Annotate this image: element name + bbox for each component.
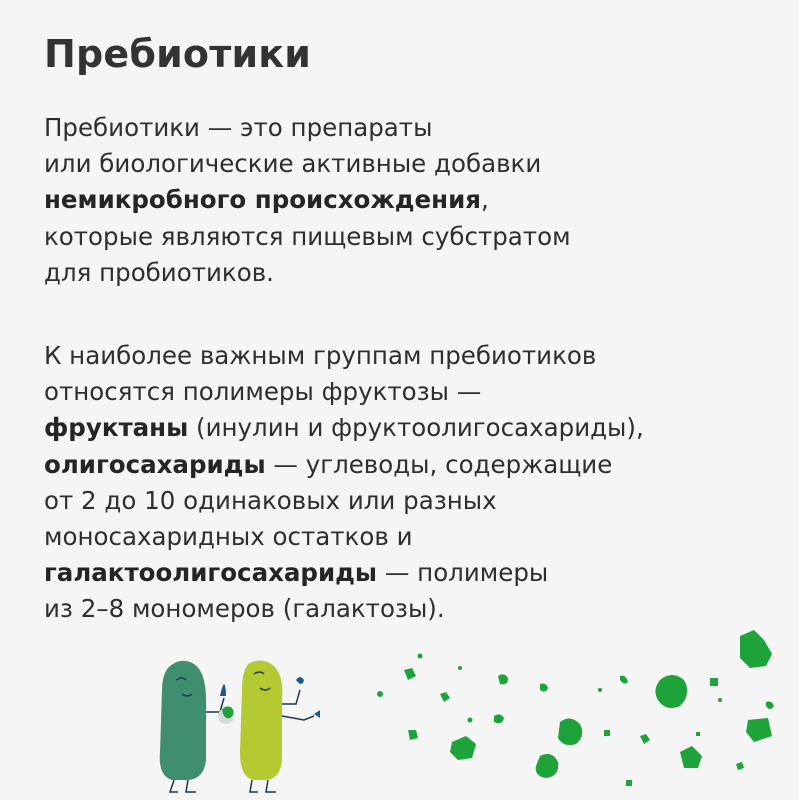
text-line: или биологические активные добавки: [44, 149, 542, 179]
groups-paragraph: [44, 338, 644, 628]
text-line: галактоолигосахариды — полимеры: [44, 558, 549, 588]
bacteria-illustration: [0, 620, 799, 800]
text-line: для пробиотиков.: [44, 257, 274, 287]
definition-paragraph: [44, 110, 571, 291]
light-bacterium-character: [240, 660, 320, 792]
text-line: которые являются пищевым субстратом: [44, 221, 571, 251]
text-line: моносахаридных остатков и: [44, 522, 413, 552]
bold-term: немикробного происхождения: [44, 185, 481, 215]
page-title: Пребиотики: [44, 32, 312, 76]
dark-bacterium-character: [160, 661, 234, 792]
text-line: фруктаны (инулин и фруктоолигосахариды),: [44, 413, 644, 443]
text-line: от 2 до 10 одинаковых или разных: [44, 485, 497, 515]
text-line: из 2–8 мономеров (галактозы).: [44, 594, 445, 624]
text-line: немикробного происхождения,: [44, 185, 489, 215]
text-line: относятся полимеры фруктозы —: [44, 377, 482, 407]
bold-term: фруктаны: [44, 413, 189, 443]
text-line: олигосахариды — углеводы, содержащие: [44, 449, 613, 479]
bold-term: олигосахариды: [44, 449, 266, 479]
prebiotic-particles: [377, 630, 774, 786]
text-line: Пребиотики — это препараты: [44, 113, 433, 142]
bold-term: галактоолигосахариды: [44, 558, 378, 588]
text-line: К наиболее важным группам пребиотиков: [44, 341, 597, 370]
